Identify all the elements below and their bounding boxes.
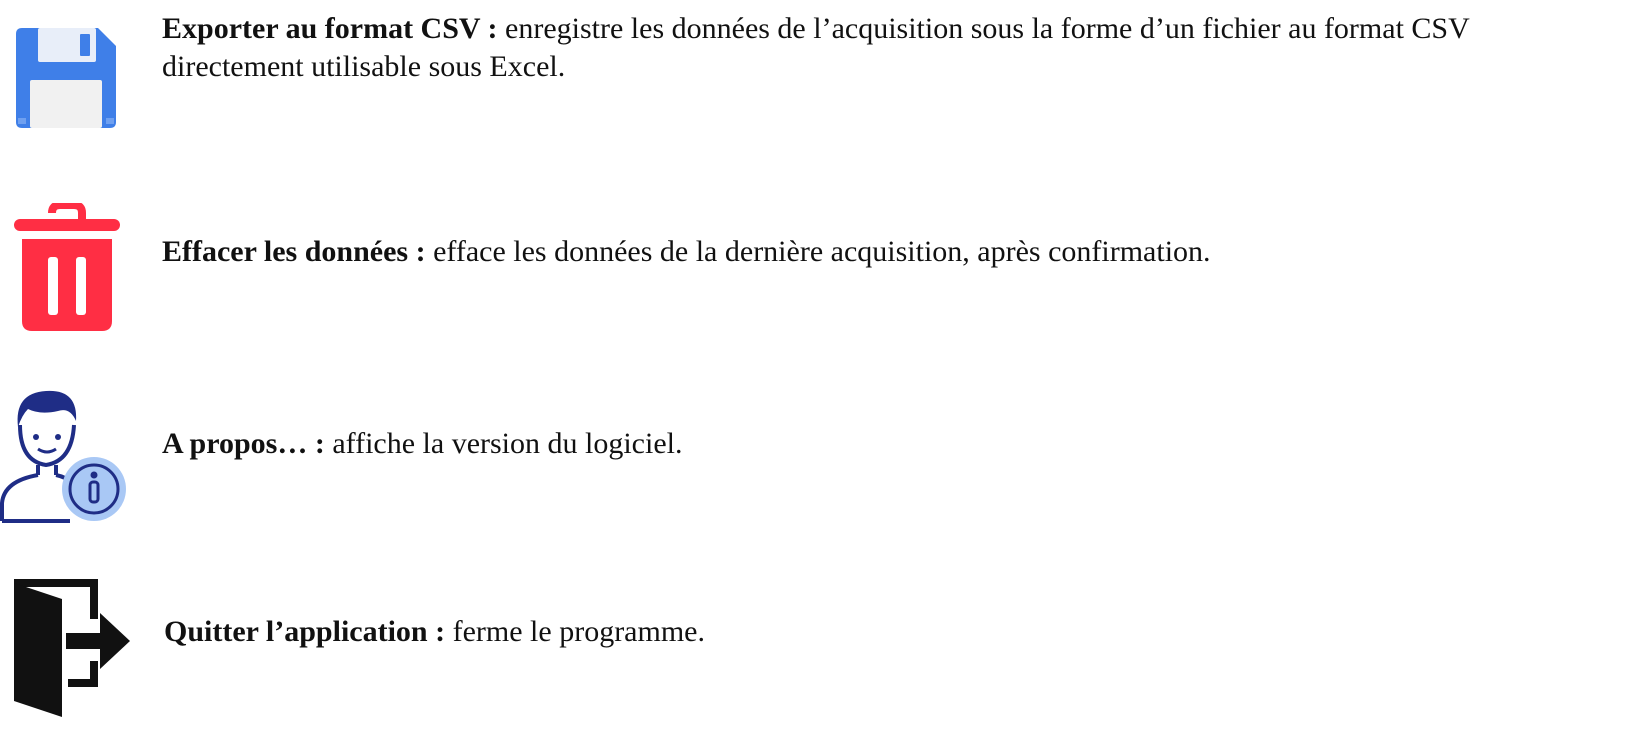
- exit-door-icon: [8, 579, 130, 719]
- item-description-clear-data: [162, 233, 1617, 271]
- item-term: A propos… :: [162, 427, 325, 460]
- item-text: affiche la version du logiciel.: [332, 427, 683, 460]
- menu-help-item-about: [0, 385, 1625, 530]
- menu-help-item-clear-data: [0, 195, 1625, 345]
- item-description-quit: [164, 613, 1617, 651]
- menu-help-item-export-csv: [0, 0, 1625, 150]
- item-text: efface les données de la dernière acquisition, après confirmation.: [433, 235, 1211, 268]
- user-info-icon: [0, 385, 132, 525]
- item-text: ferme le programme.: [452, 615, 705, 648]
- item-term: Exporter au format CSV :: [162, 12, 498, 45]
- floppy-disk-icon: [14, 26, 118, 130]
- item-description-export-csv: [162, 10, 1617, 86]
- item-text: enregistre les données de l’acquisition sous la forme d’un fichier au format CSV directement utilisable sous Excel.: [162, 12, 1470, 83]
- item-term: Effacer les données :: [162, 235, 426, 268]
- trash-can-icon: [14, 203, 120, 335]
- menu-help-item-quit: [0, 575, 1625, 725]
- item-description-about: [162, 425, 1617, 463]
- item-term: Quitter l’application :: [164, 615, 446, 648]
